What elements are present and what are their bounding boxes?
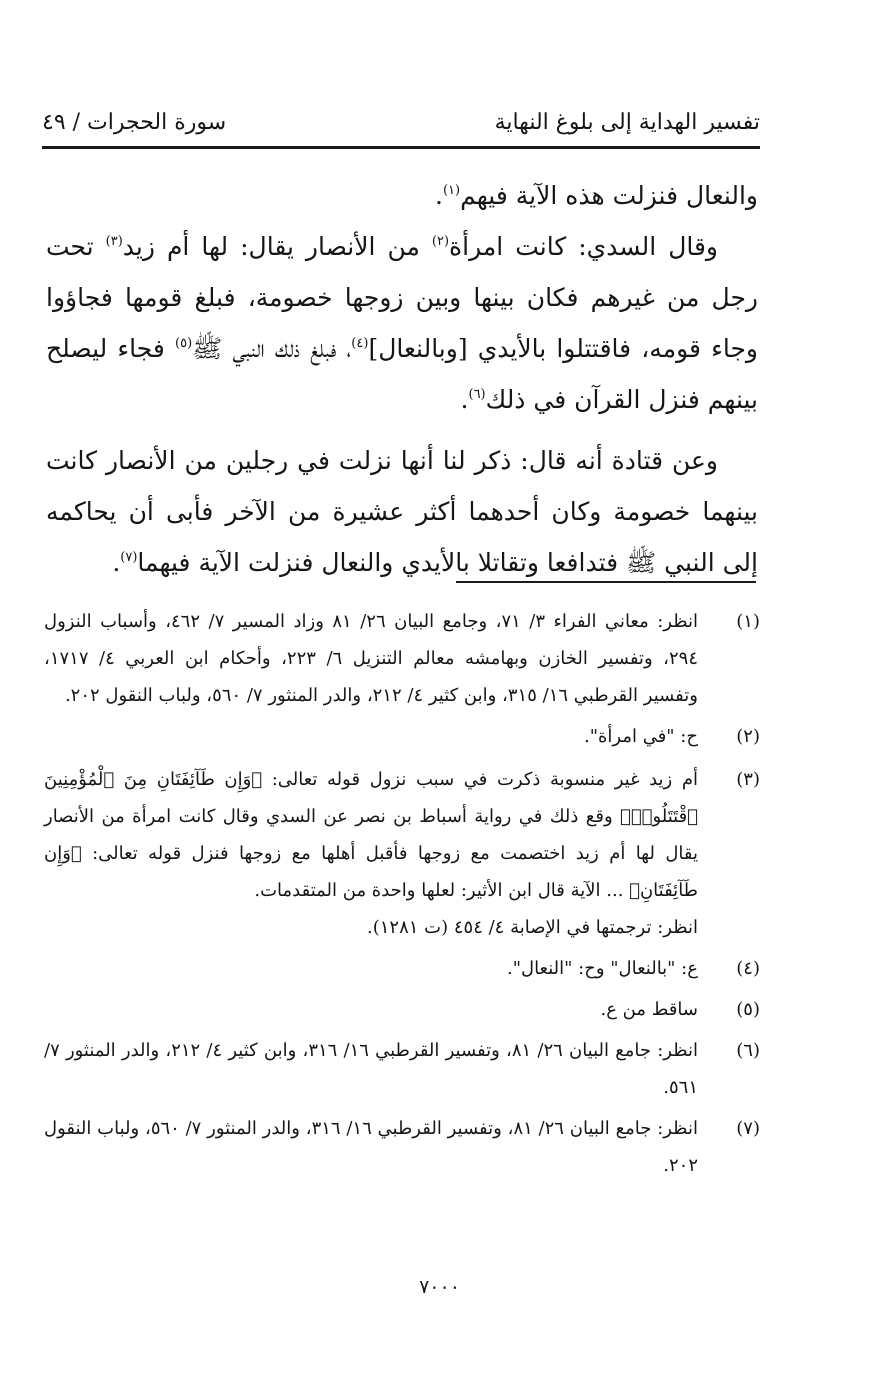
footnote-text: أم زيد غير منسوبة ذكرت في سبب نزول قوله تعالى: ﴿وَإِن طَآئِفَتَانِ مِنَ ٱلْمُؤْمِنِينَ ٱقْتَتَلُوا۟﴾ وقع ذلك في رواية أسباط بن نصر عن السدي وقال كانت امرأة من الأنصار يقال لها أم زيد اختصمت مع زوجها فأقبل أهلها مع زوجها فنزل قوله تعالى: ﴿وَإِن طَآئِفَتَانِ﴾ ... الآية قال ابن الأثير: لعلها واحدة من المتقدمات. — [44, 769, 698, 901]
footnote — [44, 950, 760, 987]
body-text-run: ، فبلغ ذلك النبي ﷺ — [192, 334, 352, 363]
body-text-run: من الأنصار يقال: لها أم زيد — [122, 232, 432, 261]
footnote-ref[interactable]: (١) — [442, 183, 461, 198]
footnote-text: ساقط من ع. — [600, 999, 698, 1020]
footnote-extra-text: انظر: ترجمتها في الإصابة ٤/ ٤٥٤ (ت ١٢٨١). — [367, 917, 698, 938]
body-paragraph — [46, 435, 758, 588]
footnote — [44, 1110, 760, 1184]
footnote — [44, 1032, 760, 1106]
body-text-run: . — [460, 385, 469, 414]
footnote — [44, 761, 760, 946]
footnote — [44, 603, 760, 714]
footnote-separator — [456, 581, 756, 583]
footnote-ref[interactable]: (٧) — [120, 550, 138, 565]
footnote-ref[interactable]: (٥) — [175, 336, 193, 351]
surah-page-label: سورة الحجرات / ٤٩ — [42, 110, 227, 135]
footnote-text: ع: "بالنعال" وح: "النعال". — [506, 958, 698, 979]
footnote-number: (١) — [736, 611, 760, 632]
footnote-number: (٤) — [736, 958, 760, 979]
footnote-number: (٥) — [736, 999, 760, 1020]
footnote-text: انظر: جامع البيان ٢٦/ ٨١، وتفسير القرطبي ١٦/ ٣١٦، والدر المنثور ٧/ ٥٦٠، ولباب النقول ٢٠٢. — [44, 1118, 698, 1176]
footnote-number: (٣) — [736, 769, 760, 790]
body-text-run: فجاء ليصلح بينهم فنزل القرآن في ذلك — [46, 334, 758, 414]
body-text-run: . — [435, 181, 443, 210]
body-text-run: وقال السدي: كانت امرأة — [449, 232, 719, 261]
footnote-ref[interactable]: (٦) — [468, 387, 486, 402]
footnote-number: (٦) — [736, 1040, 760, 1061]
footnotes — [44, 603, 760, 1184]
page-number: ٧٠٠٠ — [419, 1276, 460, 1298]
footnote-text: انظر: جامع البيان ٢٦/ ٨١، وتفسير القرطبي ١٦/ ٣١٦، وابن كثير ٤/ ٢١٢، والدر المنثور ٧/ ٥٦١. — [44, 1040, 699, 1098]
footnote — [44, 718, 760, 755]
footnote-number: (٧) — [736, 1118, 760, 1139]
footnote-ref[interactable]: (٢) — [431, 234, 450, 249]
footnote-ref[interactable]: (٣) — [105, 234, 123, 249]
body-text-run: . — [112, 548, 121, 577]
running-header — [42, 104, 760, 144]
main-text — [46, 170, 758, 588]
body-paragraph — [46, 221, 758, 425]
footnote — [44, 991, 760, 1028]
header-rule — [42, 146, 760, 149]
footnote-text: ح: "في امرأة". — [583, 726, 698, 747]
body-text-run: تحت رجل من غيرهم فكان بينها وبين زوجها خصومة، فبلغ قومها فجاؤوا وجاء قومه، فاقتتلوا بالأيدي [وبالنعال] — [46, 232, 758, 363]
body-text-run: والنعال فنزلت هذه الآية فيهم — [460, 181, 758, 210]
footnote-ref[interactable]: (٤) — [351, 336, 369, 351]
footnote-text: انظر: معاني الفراء ٣/ ٧١، وجامع البيان ٢٦/ ٨١ وزاد المسير ٧/ ٤٦٢، وأسباب النزول ٢٩٤، وتفسير الخازن وبهامشه معالم التنزيل ٦/ ٢٢٣، وأحكام ابن العربي ٤/ ١٧١٧، وتفسير القرطبي ١٦/ ٣١٥، وابن كثير ٤/ ٢١٢، والدر المنثور ٧/ ٥٦٠، ولباب النقول ٢٠٢. — [44, 611, 698, 706]
body-paragraph — [46, 170, 758, 221]
body-text-run: وعن قتادة أنه قال: ذكر لنا أنها نزلت في رجلين من الأنصار كانت بينهما خصومة وكان أحدهما أكثر عشيرة من الآخر فأبى أن يحاكمه إلى النبي ﷺ فتدافعا وتقاتلا بالأيدي والنعال فنزلت الآية فيهما — [46, 446, 758, 577]
footnote-number: (٢) — [736, 726, 760, 747]
book-title: تفسير الهداية إلى بلوغ النهاية — [494, 110, 760, 135]
